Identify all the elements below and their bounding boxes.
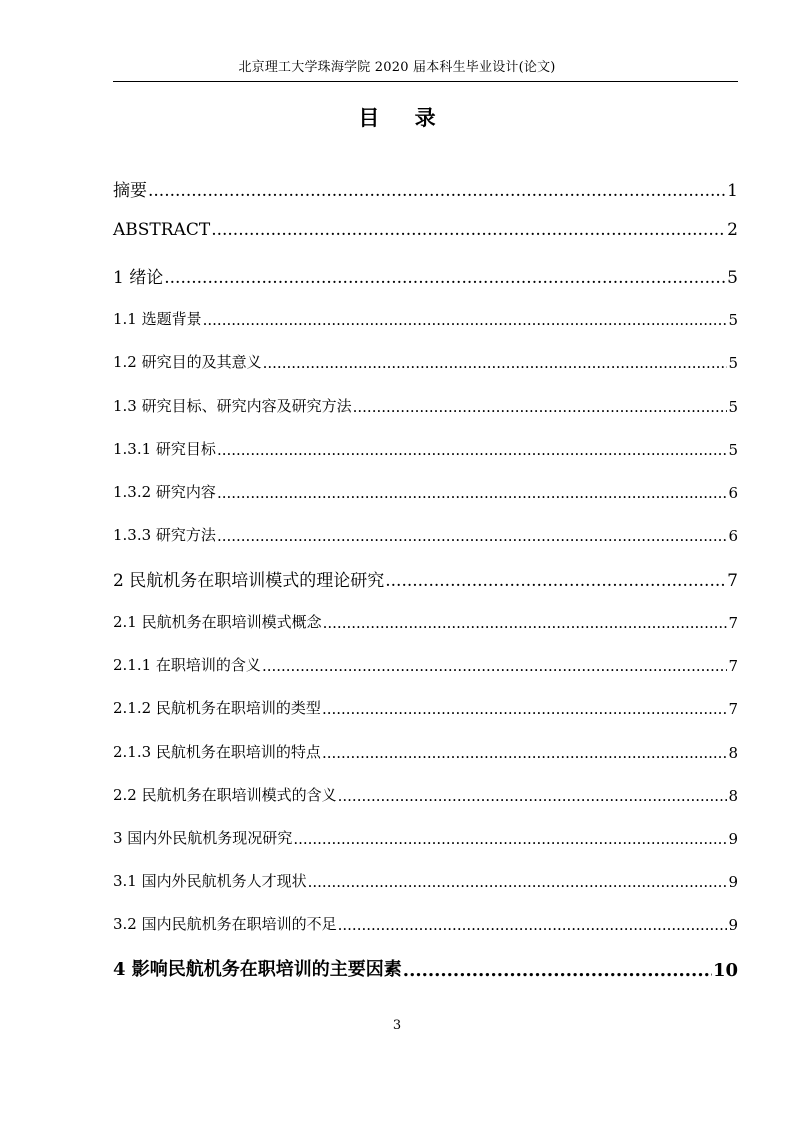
toc-entry-label: 摘要 bbox=[113, 181, 147, 201]
toc-entry-chapter-3[interactable] bbox=[113, 827, 738, 848]
toc-entry-page: 8 bbox=[728, 787, 738, 805]
toc-entry-page: 5 bbox=[728, 354, 738, 372]
toc-entry-3-2[interactable] bbox=[113, 913, 738, 934]
toc-entry-page: 10 bbox=[712, 960, 738, 981]
toc-leader-dots bbox=[148, 181, 726, 201]
toc-entry-2-1[interactable] bbox=[113, 611, 738, 632]
toc-entry-page: 9 bbox=[728, 873, 738, 891]
toc-entry-2-2[interactable] bbox=[113, 784, 738, 805]
toc-entry-abstract-cn[interactable] bbox=[113, 176, 738, 201]
toc-entry-page: 2 bbox=[727, 220, 738, 240]
toc-entry-label: 1.3.2 研究内容 bbox=[113, 483, 216, 501]
toc-entry-page: 5 bbox=[728, 441, 738, 459]
toc-entry-page: 7 bbox=[728, 700, 738, 718]
toc-entry-label: 1.3.1 研究目标 bbox=[113, 440, 216, 458]
page-number: 3 bbox=[392, 1018, 402, 1033]
toc-entry-1-2[interactable] bbox=[113, 351, 738, 372]
toc-entry-1-3-3[interactable] bbox=[113, 524, 738, 545]
toc-leader-dots bbox=[403, 960, 712, 981]
toc-entry-label: 2.1.1 在职培训的含义 bbox=[113, 656, 261, 674]
toc-entry-page: 6 bbox=[728, 484, 738, 502]
page-header: 北京理工大学珠海学院 2020 届本科生毕业设计(论文) bbox=[238, 60, 556, 75]
toc-leader-dots bbox=[263, 354, 728, 372]
header-divider bbox=[113, 81, 738, 82]
toc-entry-label: ABSTRACT bbox=[113, 220, 211, 240]
toc-title: 目 录 bbox=[358, 105, 450, 130]
toc-entry-label: 1.3.3 研究方法 bbox=[113, 526, 216, 544]
toc-leader-dots bbox=[164, 268, 726, 288]
toc-entry-label: 2 民航机务在职培训模式的理论研究 bbox=[113, 571, 385, 591]
toc-entry-1-3[interactable] bbox=[113, 395, 738, 416]
toc-entry-label: 3.1 国内外民航机务人才现状 bbox=[113, 872, 307, 890]
toc-leader-dots bbox=[217, 527, 728, 545]
toc-entry-page: 9 bbox=[728, 916, 738, 934]
toc-leader-dots bbox=[322, 744, 728, 762]
toc-entry-chapter-1[interactable] bbox=[113, 263, 738, 288]
toc-leader-dots bbox=[211, 220, 726, 240]
toc-entry-1-3-1[interactable] bbox=[113, 438, 738, 459]
toc-leader-dots bbox=[323, 614, 728, 632]
toc-entry-label: 2.1 民航机务在职培训模式概念 bbox=[113, 613, 322, 631]
toc-entry-chapter-4[interactable] bbox=[113, 955, 738, 981]
toc-leader-dots bbox=[308, 873, 728, 891]
toc-entry-label: 2.1.2 民航机务在职培训的类型 bbox=[113, 699, 321, 717]
toc-entry-page: 8 bbox=[728, 744, 738, 762]
toc-leader-dots bbox=[217, 484, 728, 502]
toc-entry-2-1-3[interactable] bbox=[113, 741, 738, 762]
toc-entry-label: 1 绪论 bbox=[113, 268, 164, 288]
toc-leader-dots bbox=[322, 700, 728, 718]
toc-entry-label: 1.3 研究目标、研究内容及研究方法 bbox=[113, 397, 352, 415]
toc-entry-page: 7 bbox=[727, 571, 738, 591]
toc-entry-page: 1 bbox=[727, 181, 738, 201]
toc-entry-2-1-2[interactable] bbox=[113, 697, 738, 718]
toc-entry-label: 2.2 民航机务在职培训模式的含义 bbox=[113, 786, 337, 804]
toc-leader-dots bbox=[338, 916, 728, 934]
toc-entry-label: 1.2 研究目的及其意义 bbox=[113, 353, 262, 371]
toc-entry-label: 3.2 国内民航机务在职培训的不足 bbox=[113, 915, 337, 933]
toc-entry-1-1[interactable] bbox=[113, 308, 738, 329]
toc-leader-dots bbox=[262, 657, 728, 675]
toc-entry-page: 6 bbox=[728, 527, 738, 545]
toc-entry-page: 5 bbox=[728, 311, 738, 329]
toc-leader-dots bbox=[353, 398, 728, 416]
toc-leader-dots bbox=[217, 441, 728, 459]
toc-leader-dots bbox=[385, 571, 726, 591]
toc-entry-3-1[interactable] bbox=[113, 870, 738, 891]
toc-entry-chapter-2[interactable] bbox=[113, 566, 738, 591]
toc-entry-label: 4 影响民航机务在职培训的主要因素 bbox=[113, 959, 402, 980]
toc-entry-label: 3 国内外民航机务现况研究 bbox=[113, 829, 293, 847]
toc-entry-label: 2.1.3 民航机务在职培训的特点 bbox=[113, 743, 321, 761]
toc-leader-dots bbox=[293, 830, 727, 848]
toc-entry-page: 7 bbox=[728, 614, 738, 632]
toc-entry-page: 5 bbox=[728, 398, 738, 416]
toc-entry-page: 5 bbox=[727, 268, 738, 288]
toc-entry-2-1-1[interactable] bbox=[113, 654, 738, 675]
toc-entry-label: 1.1 选题背景 bbox=[113, 310, 202, 328]
toc-entry-page: 7 bbox=[728, 657, 738, 675]
toc-entry-abstract-en[interactable] bbox=[113, 220, 738, 240]
toc-leader-dots bbox=[338, 787, 728, 805]
toc-entry-page: 9 bbox=[728, 830, 738, 848]
toc-leader-dots bbox=[203, 311, 728, 329]
toc-entry-1-3-2[interactable] bbox=[113, 481, 738, 502]
